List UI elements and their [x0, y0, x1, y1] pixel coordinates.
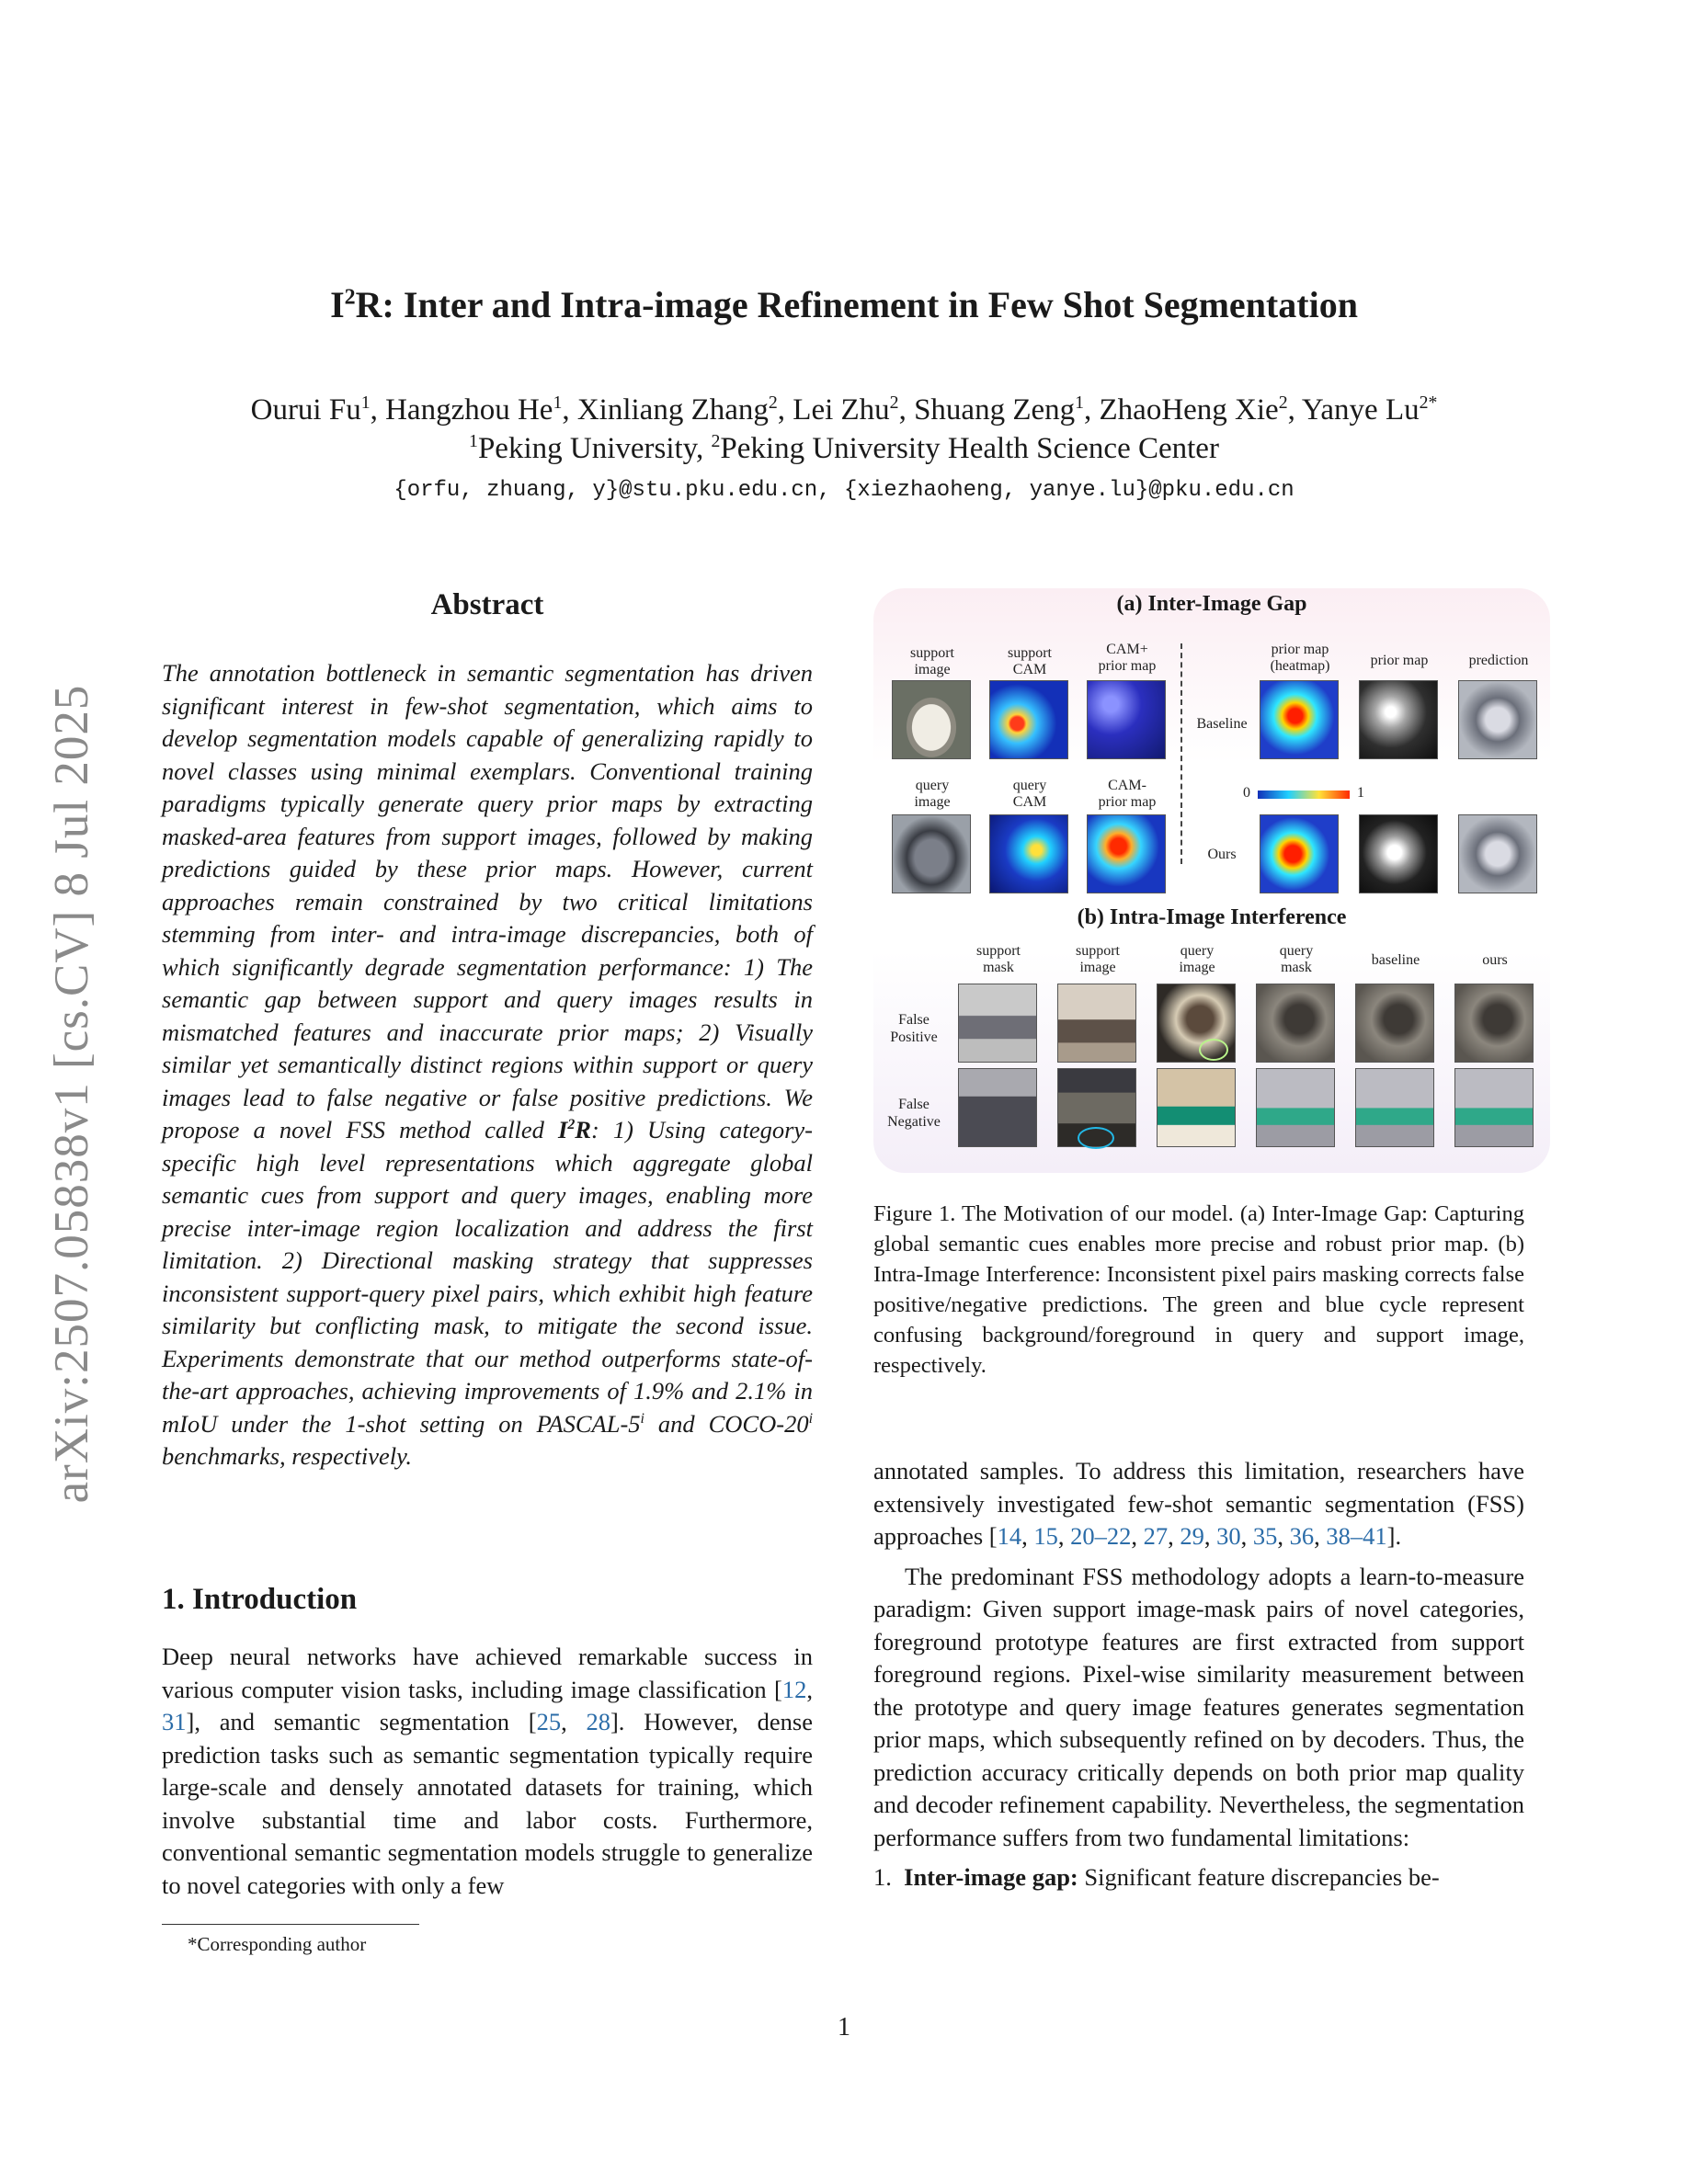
baseline-prior-thumb	[1359, 680, 1438, 759]
section-heading-introduction: 1. Introduction	[162, 1583, 358, 1616]
label-support-cam: support CAM	[1008, 645, 1052, 677]
author-list: Ourui Fu$^1$, Hangzhou He$^1$, Xinliang Zhang$^2$, Lei Zhu$^2$, Shuang Zeng$^1$, ZhaoHeng Xie$^2$, Yanye $Lu^{2*}$	[250, 392, 1438, 427]
fn-support-mask-thumb	[958, 1068, 1037, 1147]
fn-query-mask-thumb	[1256, 1068, 1335, 1147]
author-emails: {orfu, zhuang, y}@stu.pku.edu.cn, {xiezhaoheng, yanye.lu}@pku.edu.cn	[393, 478, 1295, 503]
label-prior-heatmap: prior map (heatmap)	[1270, 642, 1330, 674]
citation-link[interactable]: 14	[997, 1522, 1022, 1550]
fp-ours-thumb	[1454, 984, 1534, 1063]
figure-title-b: (b) Intra-Image Interference	[1077, 905, 1347, 929]
support-cam-thumb	[989, 680, 1068, 759]
query-image-thumb	[892, 814, 971, 893]
figure-1	[873, 588, 1550, 1173]
introduction-paragraph: Deep neural networks have achieved remarkable success in various computer vision tasks, including image classification [12, 31], and semantic segmentation [25, 28]. However, dense prediction tasks such as semantic segmentation typically require large-scale and densely annotated datasets for training, which involve substantial time and labor costs. Furthermore, conventional semantic segmentation models struggle to generalize to novel categories with only a few	[162, 1643, 813, 1899]
ours-prediction-thumb	[1458, 814, 1537, 893]
label-query-image-b: query image	[1179, 943, 1215, 975]
confusing-foreground-marker	[1078, 1127, 1114, 1149]
arxiv-id: arXiv:2507.05838v1 [cs.CV] 8 Jul 2025	[45, 684, 98, 1504]
paragraph: annotated samples. To address this limitation, researchers have extensively investigated few-shot semantic segmentation (FSS) approaches [14, 15, 20–22, 27, 29, 30, 35, 36, 38–41].	[873, 1457, 1524, 1550]
citation-link[interactable]: 15	[1033, 1522, 1058, 1550]
figure-caption: Figure 1. The Motivation of our model. (a) Inter-Image Gap: Capturing global semantic cues enables more precise and robust prior map. (b) Intra-Image Interference: Inconsistent pixel pairs masking corrects false positive/negative predictions. The green and blue cycle represent confusing background/foreground in query and support image, respectively.	[873, 1201, 1524, 1378]
citation-link[interactable]: 28	[586, 1708, 610, 1735]
cam-minus-prior-thumb	[1087, 814, 1166, 893]
citation-link[interactable]: 30	[1216, 1522, 1241, 1550]
label-support-image-b: support image	[1076, 943, 1120, 975]
author: ZhaoHeng Xie$^2$	[1099, 392, 1288, 427]
citation-link[interactable]: 29	[1180, 1522, 1204, 1550]
label-prior-map: prior map	[1370, 653, 1429, 668]
row-label-ours: Ours	[1207, 847, 1237, 862]
row-label-false-negative: False Negative	[887, 1097, 941, 1130]
baseline-prediction-thumb	[1458, 680, 1537, 759]
figure-divider	[1180, 643, 1182, 864]
author: Ourui Fu$^1$	[250, 392, 371, 427]
author: Shuang Zeng$^1$	[914, 392, 1085, 427]
footnote-rule	[162, 1924, 419, 1925]
label-prediction: prediction	[1468, 653, 1529, 668]
baseline-heatmap-thumb	[1260, 680, 1339, 759]
abstract-heading: Abstract	[430, 588, 544, 621]
support-image-thumb	[892, 680, 971, 759]
author: Xinliang Zhang$^2$	[576, 392, 778, 427]
citation-link[interactable]: 31	[162, 1708, 187, 1735]
fn-query-image-thumb	[1157, 1068, 1236, 1147]
fp-support-image-thumb	[1057, 984, 1136, 1063]
label-support-image: support image	[910, 645, 954, 677]
colorbar	[1258, 791, 1350, 799]
fp-query-mask-thumb	[1256, 984, 1335, 1063]
author: Hangzhou He$^1$	[385, 392, 563, 427]
label-support-mask: support mask	[976, 943, 1021, 975]
arxiv-sidebar	[44, 634, 99, 1553]
abstract-body: The annotation bottleneck in semantic segmentation has driven significant interest in few-shot segmentation, which aims to develop segmentation models capable of generalizing rapidly to novel classes using minimal exemplars. Conventional training paradigms typically generate query prior maps by extracting masked-area features from support images, followed by making predictions guided by these prior maps. However, current approaches remain constrained by two critical limitations stemming from inter- and intra-image discrepancies, both of which significantly degrade segmentation performance: 1) The semantic gap between support and query images results in mismatched features and inaccurate prior maps; 2) Visually similar yet semantically distinct regions within support or query images lead to false negative or false positive predictions. We propose a novel FSS method called $I^2R$: 1) Using category-specific high level representations which aggregate global semantic cues from support and query images, enabling more precise inter-image region localization and address the first limitation. 2) Directional masking strategy that suppresses inconsistent support-query pixel pairs, which exhibit high feature similarity but conflicting mask, to mitigate the second issue. Experiments demonstrate that our method outperforms state-of-the-art approaches, achieving improvements of 1.9% and 2.1% in mIoU under the 1-shot setting on PASCAL-5$^i$ and COCO-20$^i$ benchmarks, respectively.	[162, 659, 813, 1470]
row-label-false-positive: False Positive	[890, 1012, 938, 1045]
citation-link[interactable]: 12	[781, 1675, 807, 1703]
label-baseline: baseline	[1371, 952, 1420, 968]
author: Yanye $Lu^{2*}$	[1301, 392, 1438, 427]
citation-link[interactable]: 38–41	[1326, 1522, 1387, 1550]
paper-title: $I^2R$: Inter and Intra-image Refinement in Few Shot Segmentation	[330, 284, 1358, 325]
ours-prior-thumb	[1359, 814, 1438, 893]
right-column-text	[873, 1455, 1524, 1894]
row-label-baseline: Baseline	[1196, 716, 1248, 732]
affiliations: $^1$Peking University, $^2$Peking University Health Science Center	[469, 431, 1219, 465]
citation-link[interactable]: 27	[1143, 1522, 1169, 1550]
label-cam-minus-prior: CAM- prior map	[1098, 778, 1157, 810]
label-query-image: query image	[914, 778, 951, 810]
scale-min: 0	[1243, 785, 1250, 801]
cam-plus-prior-thumb	[1087, 680, 1166, 759]
fp-baseline-thumb	[1355, 984, 1434, 1063]
fn-baseline-thumb	[1355, 1068, 1434, 1147]
label-ours: ours	[1482, 952, 1508, 968]
label-cam-plus-prior: CAM+ prior map	[1098, 642, 1157, 674]
query-cam-thumb	[989, 814, 1068, 893]
citation-link[interactable]: 35	[1252, 1522, 1278, 1550]
figure-title-a: (a) Inter-Image Gap	[1116, 592, 1307, 616]
citation-link[interactable]: 36	[1289, 1522, 1315, 1550]
citation-link[interactable]: 20–22	[1070, 1522, 1132, 1550]
scale-max: 1	[1357, 785, 1364, 801]
paragraph: The predominant FSS methodology adopts a learn-to-measure paradigm: Given support image-mask pairs of novel categories, foreground prototype features are first extracted from support foreground regions. Pixel-wise similarity measurement between the prototype and query image features generates segmentation prior maps, which subsequently refined on by decoders. Thus, the prediction accuracy critically depends on both prior map quality and decoder refinement capability. Nevertheless, the segmentation performance suffers from two fundamental limitations:	[873, 1562, 1524, 1851]
footnote: *Corresponding author	[188, 1933, 367, 1955]
ours-heatmap-thumb	[1260, 814, 1339, 893]
confusing-background-marker	[1199, 1039, 1228, 1061]
citation-link[interactable]: 25	[536, 1708, 562, 1735]
label-query-mask: query mask	[1279, 943, 1314, 975]
label-query-cam: query CAM	[1012, 778, 1047, 810]
fn-ours-thumb	[1454, 1068, 1534, 1147]
fp-support-mask-thumb	[958, 984, 1037, 1063]
page-number: 1	[838, 2013, 850, 2042]
author: Lei Zhu$^2$	[793, 392, 899, 427]
list-item: 1. Inter-image gap: Significant feature discrepancies be-	[873, 1863, 1440, 1891]
